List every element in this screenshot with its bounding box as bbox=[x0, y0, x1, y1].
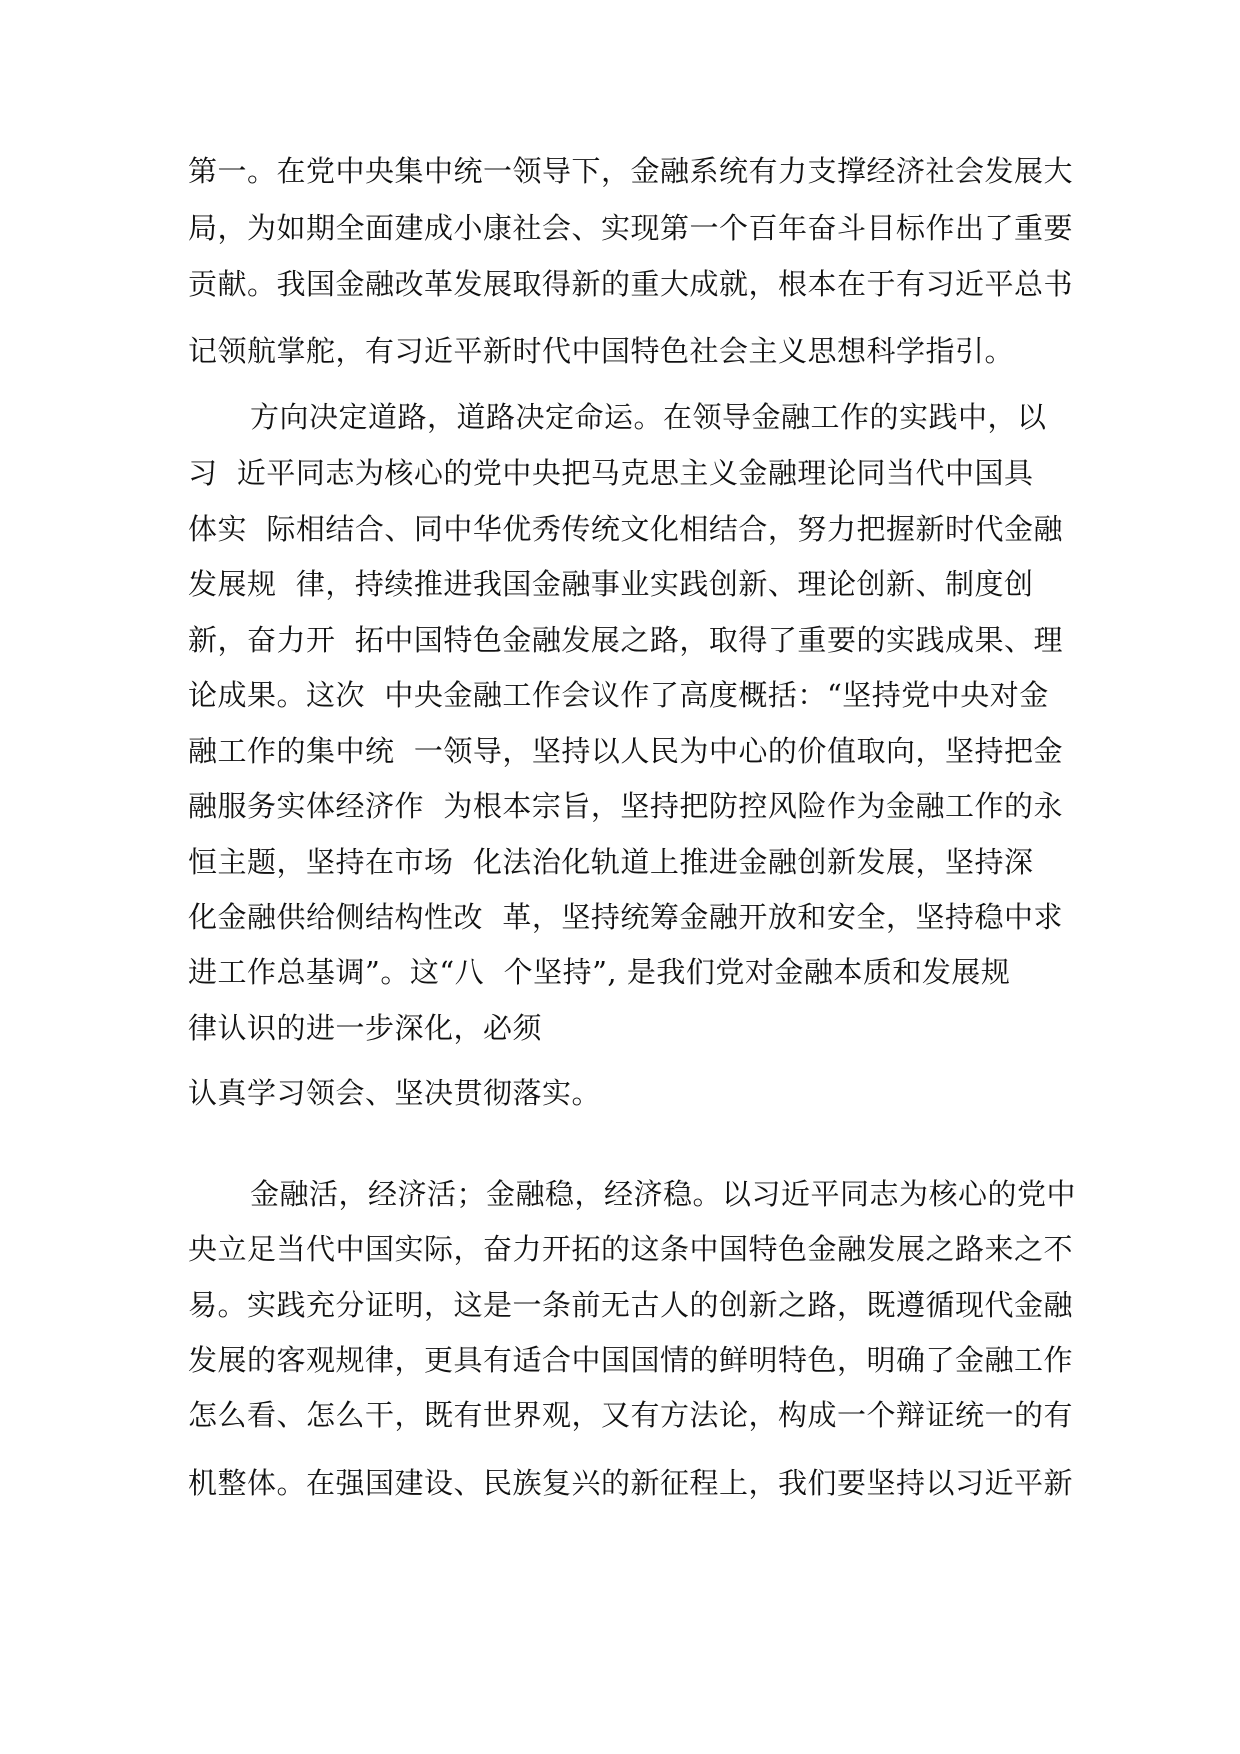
text-line: 局，为如期全面建成小康社会、实现第一个百年奋斗目标作出了重要 bbox=[188, 211, 1074, 245]
text-line: 融工作的集中统 一领导，坚持以人民为中心的价值取向，坚持把金 bbox=[188, 734, 1063, 768]
text-line: 恒主题，坚持在市场 化法治化轨道上推进金融创新发展，坚持深 bbox=[188, 845, 1034, 879]
text-line: 律认识的进一步深化，必须 bbox=[188, 1011, 543, 1045]
paragraph-first-line: 方向决定道路，道路决定命运。在领导金融工作的实践中，以 bbox=[250, 400, 1047, 434]
text-line: 记领航掌舵，有习近平新时代中国特色社会主义思想科学指引。 bbox=[188, 334, 1015, 368]
paragraph-first-line: 金融活，经济活；金融稳，经济稳。以习近平同志为核心的党中 bbox=[250, 1177, 1077, 1211]
text-line: 发展规 律，持续推进我国金融事业实践创新、理论创新、制度创 bbox=[188, 567, 1034, 601]
text-line: 新，奋力开 拓中国特色金融发展之路，取得了重要的实践成果、理 bbox=[188, 623, 1063, 657]
text-line: 怎么看、怎么干，既有世界观，又有方法论，构成一个辩证统一的有 bbox=[188, 1398, 1074, 1432]
text-line: 习 近平同志为核心的党中央把马克思主义金融理论同当代中国具 bbox=[188, 456, 1034, 490]
text-line: 央立足当代中国实际，奋力开拓的这条中国特色金融发展之路来之不 bbox=[188, 1232, 1074, 1266]
text-line: 融服务实体经济作 为根本宗旨，坚持把防控风险作为金融工作的永 bbox=[188, 789, 1063, 823]
text-line: 贡献。我国金融改革发展取得新的重大成就，根本在于有习近平总书 bbox=[188, 267, 1074, 301]
text-line: 机整体。在强国建设、民族复兴的新征程上，我们要坚持以习近平新 bbox=[188, 1466, 1074, 1500]
text-line: 第一。在党中央集中统一领导下，金融系统有力支撑经济社会发展大 bbox=[188, 154, 1074, 188]
text-line: 论成果。这次 中央金融工作会议作了高度概括：“坚持党中央对金 bbox=[188, 678, 1049, 712]
text-line: 认真学习领会、坚决贯彻落实。 bbox=[188, 1076, 602, 1110]
text-line: 体实 际相结合、同中华优秀传统文化相结合，努力把握新时代金融 bbox=[188, 512, 1063, 546]
text-line: 易。实践充分证明，这是一条前无古人的创新之路，既遵循现代金融 bbox=[188, 1288, 1074, 1322]
text-line: 化金融供给侧结构性改 革，坚持统筹金融开放和安全，坚持稳中求 bbox=[188, 900, 1063, 934]
text-line: 发展的客观规律，更具有适合中国国情的鲜明特色，明确了金融工作 bbox=[188, 1343, 1074, 1377]
text-line: 进工作总基调”。这“八 个坚持”, 是我们党对金融本质和发展规 bbox=[188, 955, 1011, 989]
